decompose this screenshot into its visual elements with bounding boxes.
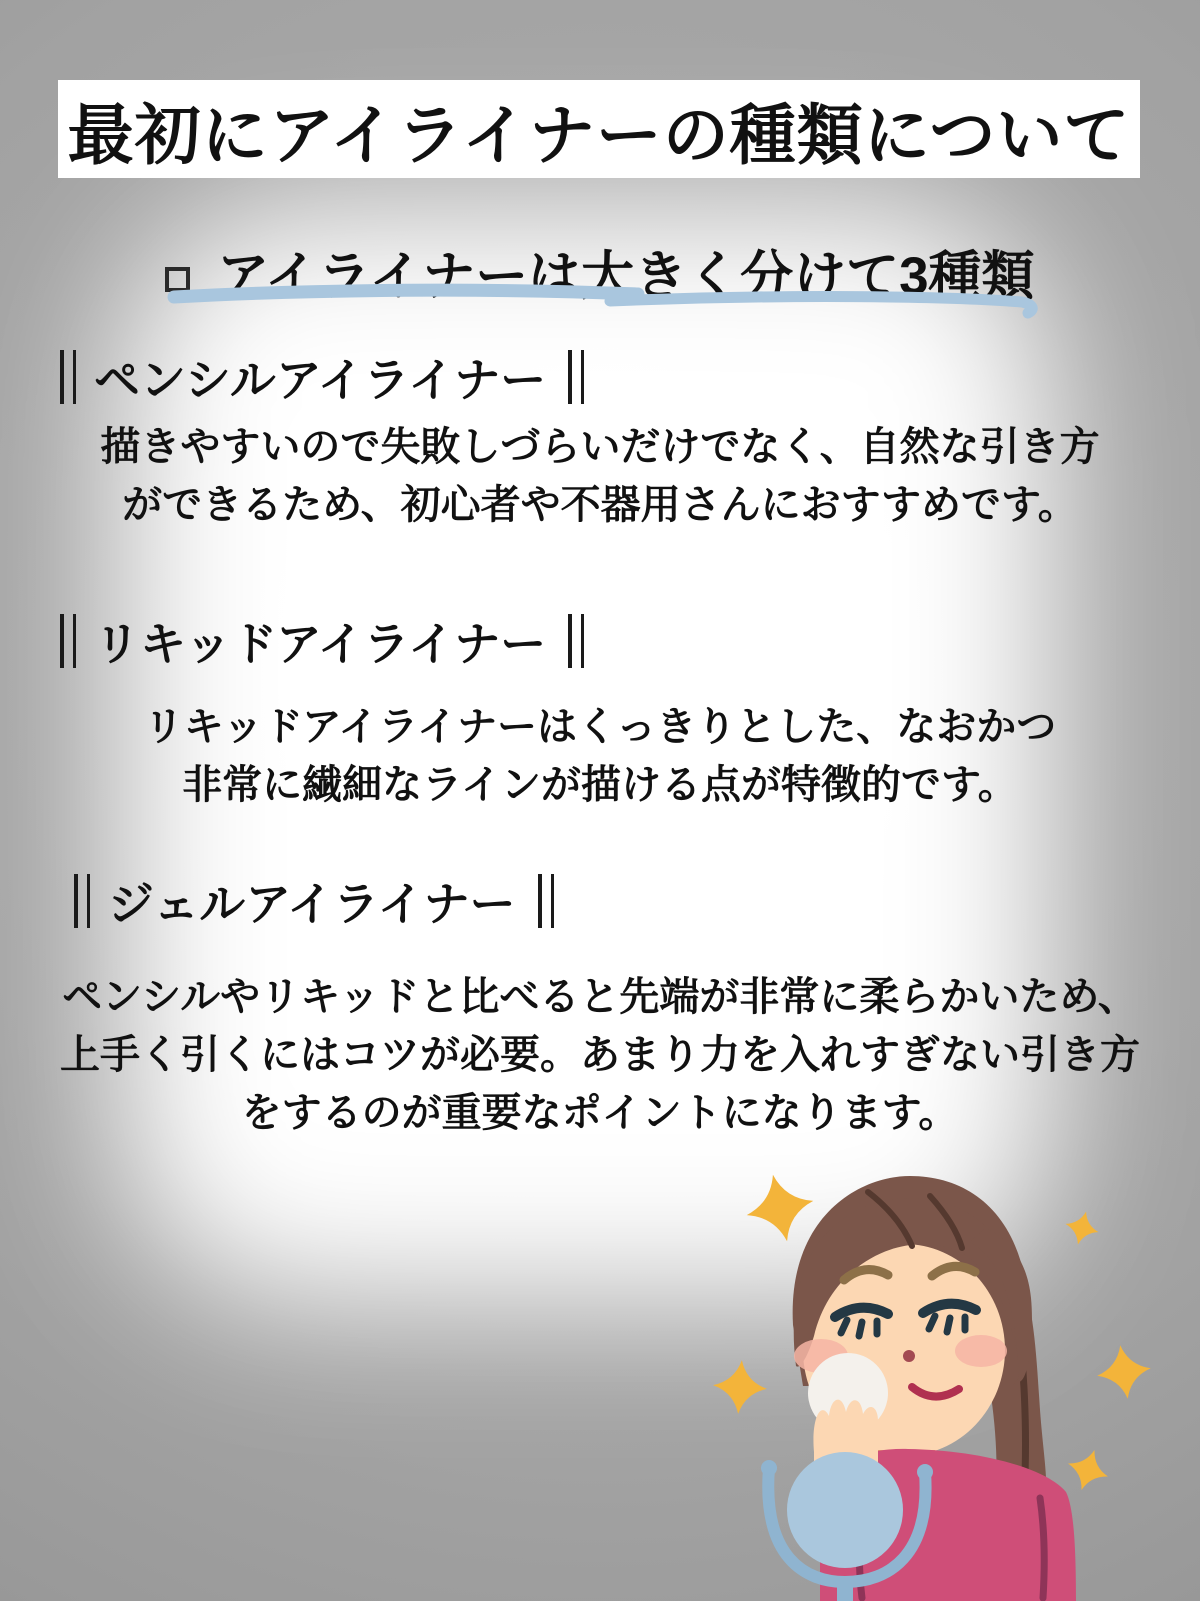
section-heading-label: リキッドアイライナー [94, 618, 547, 670]
body-line: 非常に繊細なラインが描ける点が特徴的です。 [182, 763, 1018, 807]
section-body-pencil [0, 418, 1200, 534]
body-line: ペンシルやリキッドと比べると先端が非常に柔らかいため、 [62, 975, 1138, 1019]
double-bar-icon [74, 874, 90, 928]
body-line: ができるため、初心者や不器用さんにおすすめです。 [122, 483, 1078, 527]
body-line: をするのが重要なポイントになります。 [241, 1091, 959, 1135]
double-bar-icon [60, 614, 76, 668]
section-body-liquid [0, 698, 1200, 814]
makeup-illustration [672, 1150, 1200, 1601]
double-bar-icon [568, 614, 584, 668]
section-heading-label: ペンシルアイライナー [94, 354, 547, 406]
body-line: 上手く引くにはコツが必要。あまり力を入れすぎない引き方 [60, 1033, 1140, 1077]
double-bar-icon [538, 874, 554, 928]
hand-drawn-underline [160, 282, 1050, 324]
subtitle-text: アイライナーは大きく分けて3種類 [216, 247, 1035, 306]
double-bar-icon [568, 350, 584, 404]
section-heading-pencil [60, 344, 584, 410]
mirror-glass [787, 1452, 903, 1568]
double-bar-icon [60, 350, 76, 404]
body-line: リキッドアイライナーはくっきりとした、なおかつ [143, 705, 1057, 749]
section-heading-liquid [60, 608, 584, 674]
section-heading-label: ジェルアイライナー [108, 878, 516, 930]
section-heading-gel [74, 868, 554, 934]
page-title: 最初にアイライナーの種類について [67, 97, 1131, 172]
section-body-gel [0, 968, 1200, 1142]
body-line: 描きやすいので失敗しづらいだけでなく、自然な引き方 [100, 425, 1100, 469]
title-banner [58, 80, 1140, 178]
